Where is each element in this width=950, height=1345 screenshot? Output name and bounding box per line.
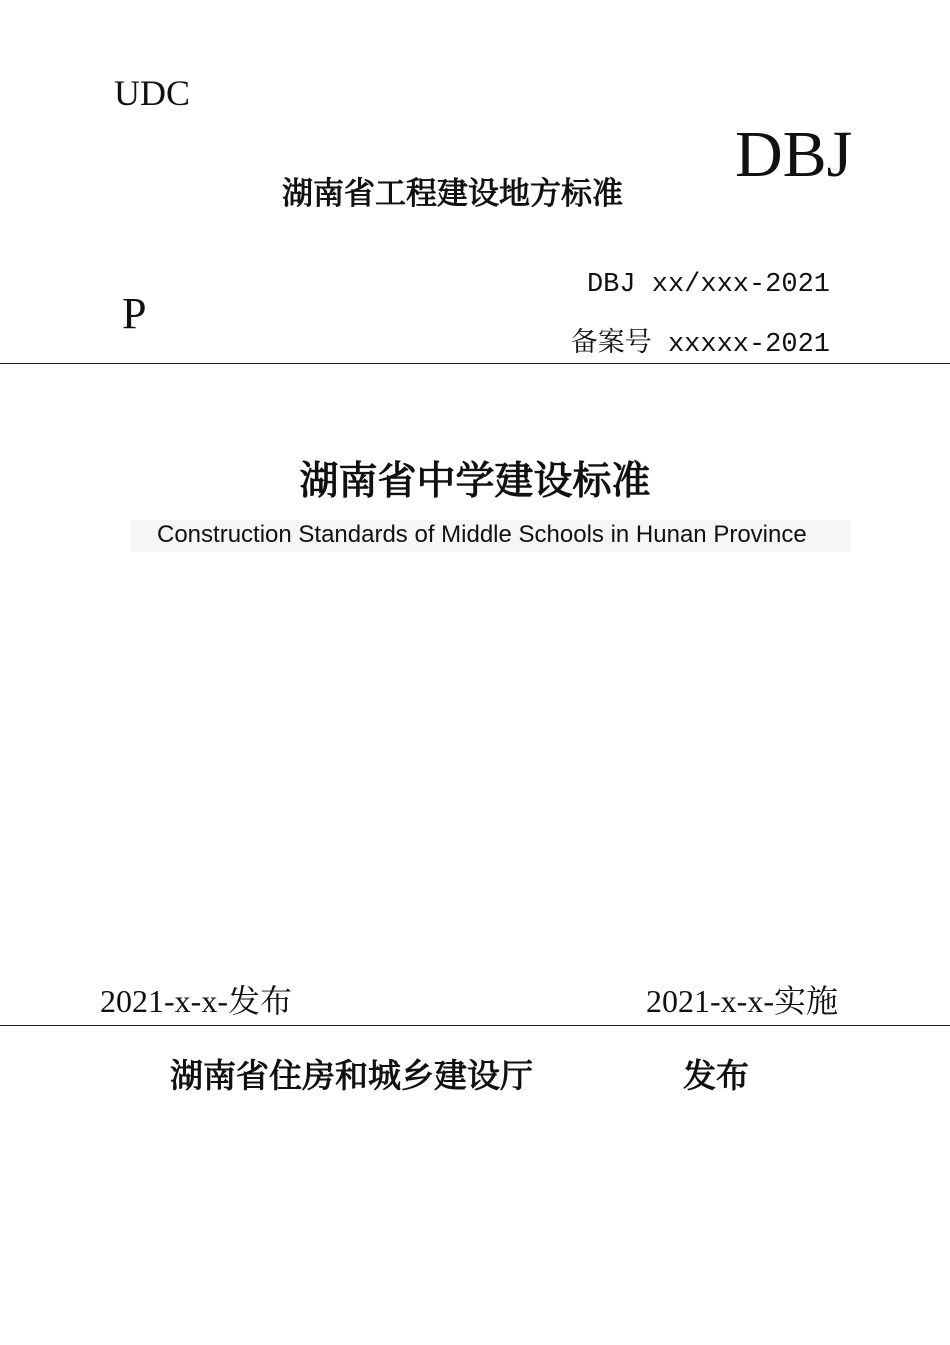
dbj-logo: DBJ (735, 118, 853, 191)
bottom-divider (0, 1025, 950, 1026)
issuing-authority: 湖南省住房和城乡建设厅 (170, 1056, 533, 1095)
classification-code: P (122, 289, 147, 338)
title-chinese: 湖南省中学建设标准 (299, 459, 651, 504)
top-divider (0, 363, 950, 364)
issue-label: 发布 (683, 1056, 749, 1095)
filing-number: 备案号 xxxxx-2021 (570, 330, 830, 360)
implementation-date: 2021-x-x-实施 (646, 983, 838, 1019)
standard-number: DBJ xx/xxx-2021 (586, 270, 830, 300)
udc-label: UDC (114, 73, 191, 113)
title-english: Construction Standards of Middle Schools in Hunan Province (157, 521, 807, 548)
release-date: 2021-x-x-发布 (100, 983, 292, 1019)
standard-category: 湖南省工程建设地方标准 (282, 176, 623, 212)
